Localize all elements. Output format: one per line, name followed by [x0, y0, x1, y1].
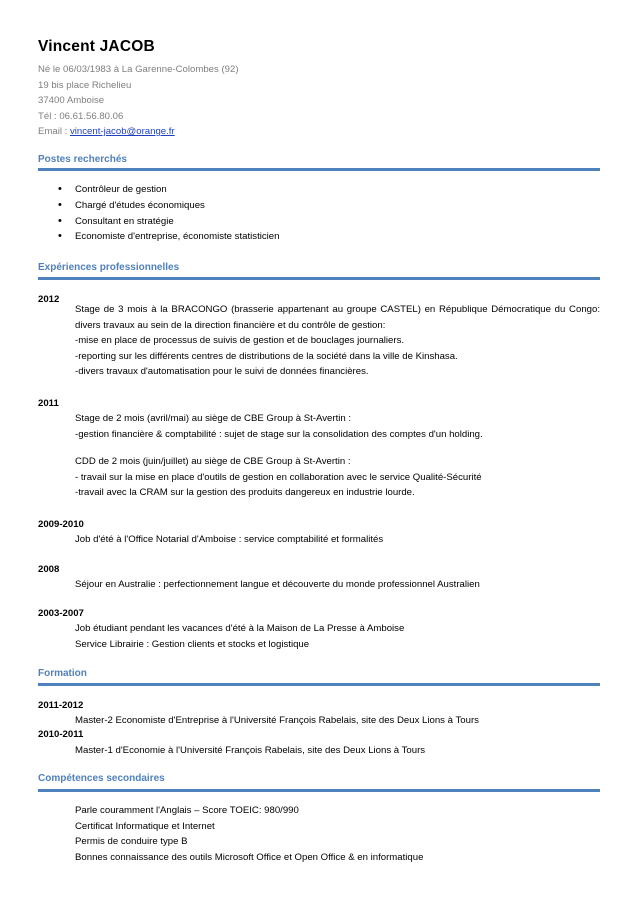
birth-info: Né le 06/03/1983 à La Garenne-Colombes (92)	[38, 64, 239, 75]
year-2003-2007: 2003-2007	[38, 608, 84, 619]
year-2012: 2012	[38, 294, 60, 305]
candidate-name: Vincent JACOB	[38, 38, 155, 55]
experience-text: CDD de 2 mois (juin/juillet) au siège de CBE Group à St-Avertin :	[75, 456, 351, 467]
address-line-1: 19 bis place Richelieu	[38, 79, 132, 91]
experience-text: Service Librairie : Gestion clients et stocks et logistique	[75, 638, 310, 650]
experience-text: -travail avec la CRAM sur la gestion des produits dangereux en industrie lourde.	[75, 487, 415, 498]
competence-item: Certificat Informatique et Internet	[75, 820, 215, 832]
year-2011: 2011	[38, 398, 59, 409]
experience-text: Stage de 3 mois à la BRACONGO (brasserie appartenant au groupe CASTEL) en République Démocratique du Congo: divers travaux au sein de la direction financière et du contrôle de gestion:	[75, 304, 600, 331]
list-item: • Consultant en stratégie	[38, 214, 279, 230]
experience-2012	[75, 302, 600, 380]
formation-text: Master-1 d'Economie à l'Université François Rabelais, site des Deux Lions à Tours	[75, 745, 426, 756]
section-title-postes: Postes recherchés	[38, 154, 127, 165]
list-item: • Contrôleur de gestion	[38, 182, 279, 198]
phone: Tél : 06.61.56.80.06	[38, 110, 124, 122]
list-item: • Chargé d'études économiques	[38, 198, 279, 214]
formation-master2	[75, 713, 600, 729]
experience-2003	[75, 621, 600, 652]
experience-text: Job étudiant pendant les vacances d'été à la Maison de La Presse à Amboise	[75, 623, 405, 634]
experience-2009	[75, 532, 600, 548]
email-line	[38, 124, 239, 140]
experience-2008	[75, 577, 600, 593]
experience-text: Stage de 2 mois (avril/mai) au siège de CBE Group à St-Avertin :	[75, 413, 352, 424]
section-divider	[38, 789, 600, 792]
year-2008: 2008	[38, 564, 60, 575]
competence-item: Parle couramment l'Anglais – Score TOEIC: 980/990	[75, 805, 299, 816]
year-2010-2011: 2010-2011	[38, 729, 84, 740]
address-line-2: 37400 Amboise	[38, 95, 105, 106]
section-title-formation: Formation	[38, 668, 87, 679]
competence-item: Bonnes connaissance des outils Microsoft Office et Open Office & en informatique	[75, 851, 424, 863]
experience-text: - travail sur la mise en place d'outils de gestion en collaboration avec le service Qualité-Sécurité	[75, 471, 482, 483]
experience-text: Job d'été à l'Office Notarial d'Amboise : service comptabilité et formalités	[75, 534, 384, 545]
experience-text: -mise en place de processus de suivis de gestion et de bouclages journaliers.	[75, 335, 405, 346]
experience-2011	[75, 411, 600, 501]
experience-text: -gestion financière & comptabilité : sujet de stage sur la consolidation des comptes d'un holding.	[75, 428, 483, 440]
postes-list	[38, 182, 279, 245]
contact-block	[38, 62, 239, 140]
section-title-experiences: Expériences professionnelles	[38, 262, 180, 273]
year-2011-2012: 2011-2012	[38, 700, 84, 711]
section-title-competences: Compétences secondaires	[38, 773, 165, 784]
experience-text: -divers travaux d'automatisation pour le suivi de données financières.	[75, 366, 369, 377]
section-divider	[38, 683, 600, 686]
email-label: Email :	[38, 126, 70, 137]
section-divider	[38, 168, 600, 171]
experience-text: Séjour en Australie : perfectionnement langue et découverte du monde professionnel Australien	[75, 579, 480, 590]
section-divider	[38, 277, 600, 280]
year-2009-2010: 2009-2010	[38, 519, 84, 530]
list-item: • Economiste d'entreprise, économiste statisticien	[38, 229, 279, 245]
formation-master1	[75, 743, 600, 759]
competence-item: Permis de conduire type B	[75, 836, 188, 847]
email-link[interactable]: vincent-jacob@orange.fr	[70, 126, 175, 137]
formation-text: Master-2 Economiste d'Entreprise à l'Université François Rabelais, site des Deux Lions à Tours	[75, 715, 479, 726]
experience-text: -reporting sur les différents centres de distributions de la société dans la ville de Kinshasa.	[75, 350, 458, 362]
competences-list	[75, 803, 600, 865]
